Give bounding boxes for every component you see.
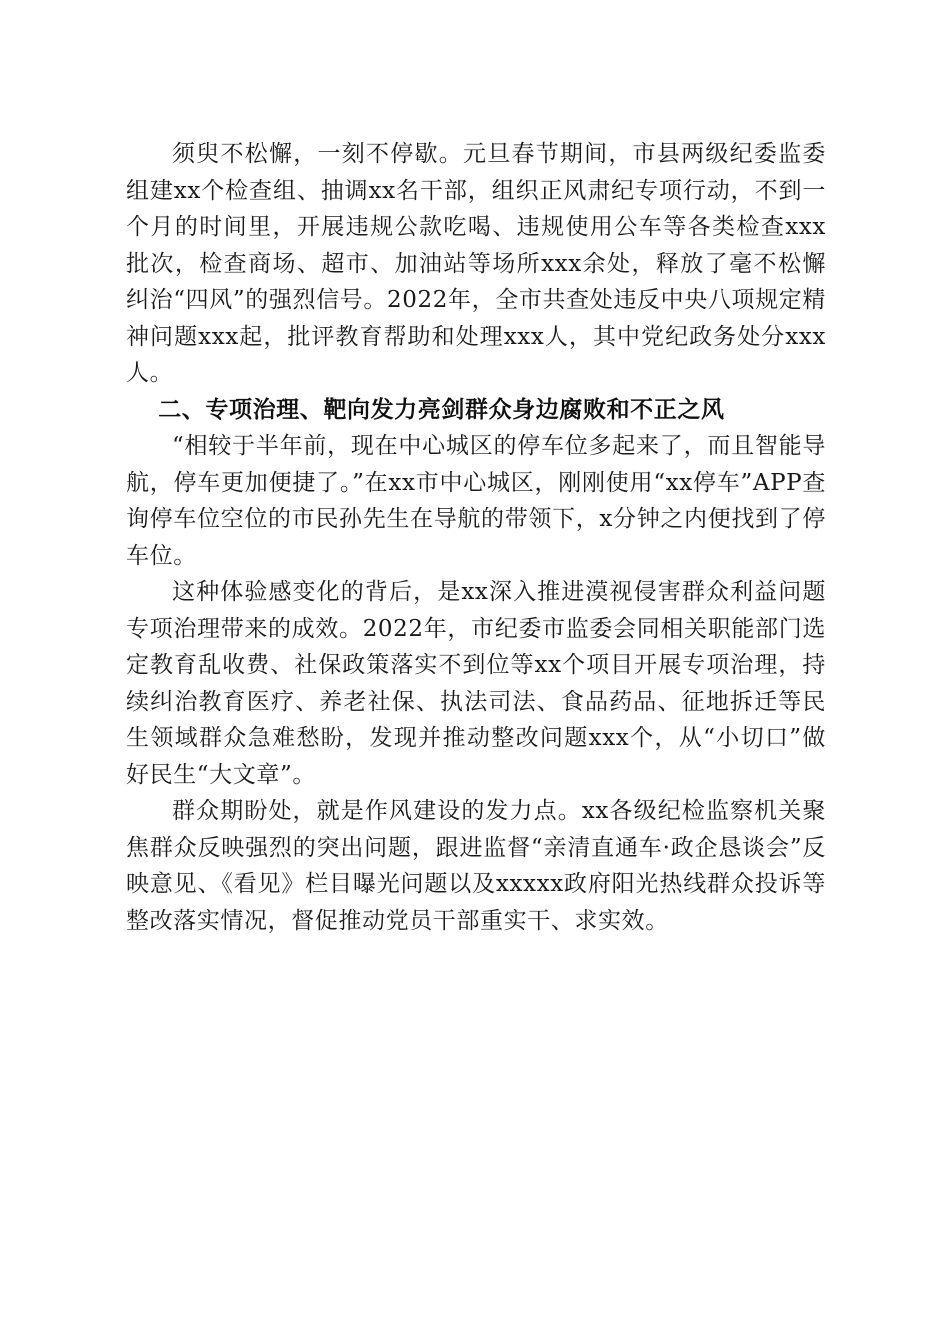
paragraph-2: “相较于半年前，现在中心城区的停车位多起来了，而且智能导航，停车更加便捷了。”在xx市中心城区，刚刚使用“xx停车”APP查询停车位空位的市民孙先生在导航的带领下，x分钟之内便找到了停车位。 xyxy=(126,433,826,569)
paragraph-4: 群众期盼处，就是作风建设的发力点。xx各级纪检监察机关聚焦群众反映强烈的突出问题，跟进监督“亲清直通车·政企恳谈会”反映意见、《看见》栏目曝光问题以及xxxxx政府阳光热线群众投诉等整改落实情况，督促推动党员干部重实干、求实效。 xyxy=(126,798,826,934)
paragraph-3: 这种体验感变化的背后，是xx深入推进漠视侵害群众利益问题专项治理带来的成效。2022年，市纪委市监委会同相关职能部门选定教育乱收费、社保政策落实不到位等xx个项目开展专项治理，持续纠治教育医疗、养老社保、执法司法、食品药品、征地拆迁等民生领域群众急难愁盼，发现并推动整改问题xxx个，从“小切口”做好民生“大文章”。 xyxy=(126,579,826,788)
document-body xyxy=(126,136,826,939)
paragraph-1: 须臾不松懈，一刻不停歇。元旦春节期间，市县两级纪委监委组建xx个检查组、抽调xx名干部，组织正风肃纪专项行动，不到一个月的时间里，开展违规公款吃喝、违规使用公车等各类检查xxx批次，检查商场、超市、加油站等场所xxx余处，释放了毫不松懈纠治“四风”的强烈信号。2022年，全市共查处违反中央八项规定精神问题xxx起，批评教育帮助和处理xxx人，其中党纪政务处分xxx人。 xyxy=(126,141,826,386)
section-heading-2: 二、专项治理、靶向发力亮剑群众身边腐败和不正之风 xyxy=(158,396,725,423)
